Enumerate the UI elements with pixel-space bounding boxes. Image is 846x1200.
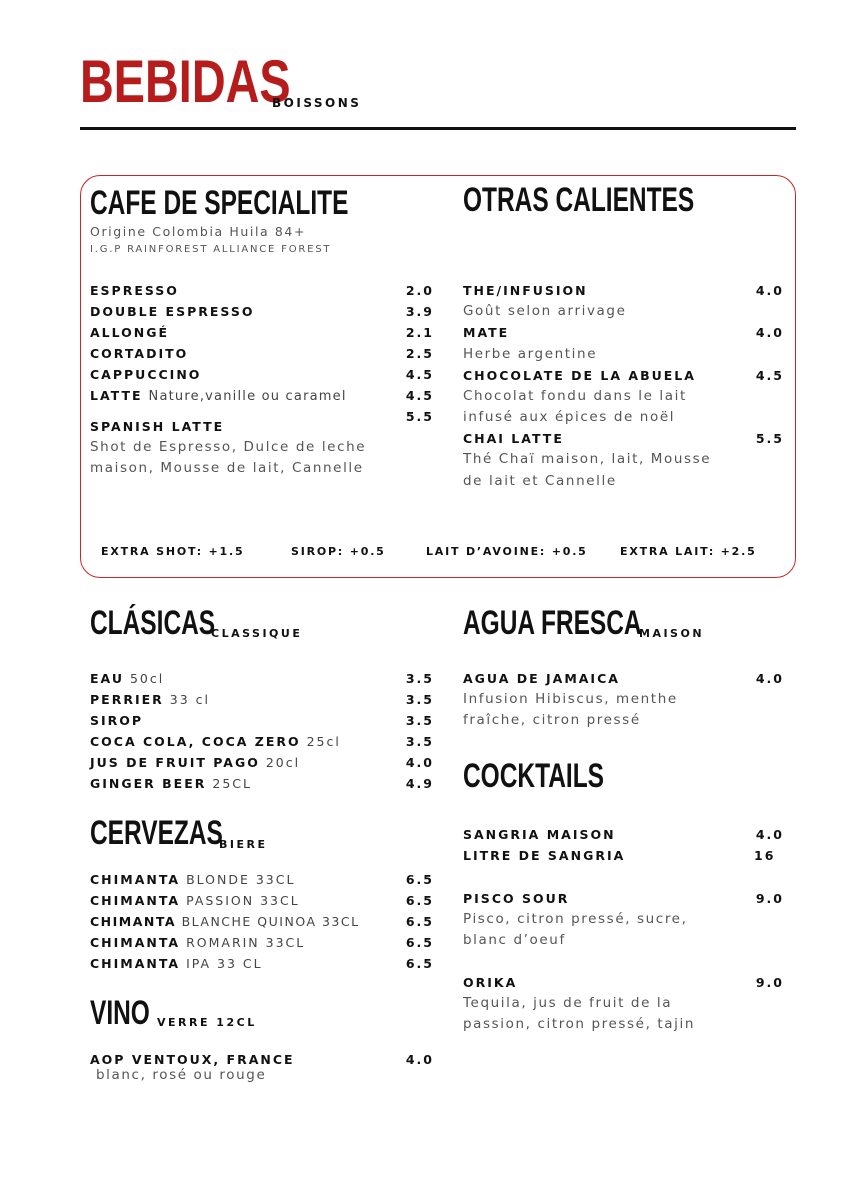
- menu-item-espresso: ESPRESSO: [90, 283, 179, 298]
- menu-price: 6.5: [405, 914, 434, 929]
- calientes-title: OTRAS CALIENTES: [463, 181, 695, 219]
- page-title: BEBIDAS: [80, 48, 291, 115]
- menu-price: 3.5: [405, 671, 434, 686]
- item-name: CHIMANTA: [90, 872, 181, 887]
- item-description: Herbe argentine: [463, 346, 598, 362]
- item-name: EAU: [90, 671, 124, 686]
- menu-price: 4.0: [755, 325, 784, 340]
- item-detail: 20cl: [265, 755, 301, 770]
- menu-price: 3.5: [405, 692, 434, 707]
- menu-item-perrier: [90, 692, 210, 707]
- item-name: CHIMANTA: [90, 914, 177, 929]
- item-detail: PASSION 33CL: [186, 893, 300, 908]
- menu-price: 16: [754, 848, 776, 863]
- menu-price: 4.5: [405, 388, 434, 403]
- item-name: COCA COLA, COCA ZERO: [90, 734, 301, 749]
- item-description: infusé aux épices de noël: [463, 409, 676, 425]
- menu-price: 4.9: [405, 776, 434, 791]
- vino-title: VINO: [90, 994, 150, 1032]
- item-description: maison, Mousse de lait, Cannelle: [90, 460, 364, 476]
- menu-price: 4.0: [405, 755, 434, 770]
- agua-subtitle: MAISON: [639, 627, 705, 640]
- menu-price: 3.5: [405, 713, 434, 728]
- menu-price: 6.5: [405, 935, 434, 950]
- extra-lait-avoine: LAIT D’AVOINE: +0.5: [426, 545, 588, 558]
- extra-sirop: SIROP: +0.5: [291, 545, 386, 558]
- menu-price: 2.1: [405, 325, 434, 340]
- item-name: PERRIER: [90, 692, 164, 707]
- extra-shot: EXTRA SHOT: +1.5: [101, 545, 245, 558]
- cervezas-title: CERVEZAS: [90, 814, 223, 852]
- item-name: CHIMANTA: [90, 893, 181, 908]
- item-description: Infusion Hibiscus, menthe: [463, 691, 678, 707]
- item-detail: BLONDE 33CL: [186, 872, 296, 887]
- menu-item-eau: [90, 671, 164, 686]
- menu-price: 6.5: [405, 956, 434, 971]
- menu-item-agua-jamaica: AGUA DE JAMAICA: [463, 671, 620, 686]
- specialite-title: CAFE DE SPECIALITE: [90, 184, 349, 222]
- item-description: Thé Chaï maison, lait, Mousse: [463, 451, 712, 467]
- menu-item-beer: [90, 956, 263, 971]
- menu-item-sangria-maison: SANGRIA MAISON: [463, 827, 616, 842]
- menu-item-orika: ORIKA: [463, 975, 518, 990]
- menu-price: 4.0: [755, 283, 784, 298]
- menu-item-cortadito: CORTADITO: [90, 346, 189, 361]
- item-name: CHIMANTA: [90, 935, 181, 950]
- item-description: Chocolat fondu dans le lait: [463, 388, 687, 404]
- item-description: Goût selon arrivage: [463, 303, 627, 319]
- header-divider: [80, 127, 796, 130]
- menu-item-jus-pago: [90, 755, 300, 770]
- menu-price: 5.5: [405, 409, 434, 424]
- item-detail: 50cl: [129, 671, 165, 686]
- item-name: GINGER BEER: [90, 776, 207, 791]
- cervezas-subtitle: BIERE: [219, 838, 268, 851]
- agua-title: AGUA FRESCA: [463, 604, 642, 642]
- menu-item-coca-cola: [90, 734, 341, 749]
- item-name: LATTE: [90, 388, 143, 403]
- menu-price: 4.0: [755, 827, 784, 842]
- clasicas-title: CLÁSICAS: [90, 604, 216, 642]
- menu-item-spanish-latte: SPANISH LATTE: [90, 419, 225, 434]
- menu-item-allonge: ALLONGÉ: [90, 325, 170, 340]
- vino-subtitle: VERRE 12CL: [157, 1016, 257, 1029]
- page-subtitle: BOISSONS: [272, 96, 362, 110]
- menu-item-litre-sangria: LITRE DE SANGRIA: [463, 848, 626, 863]
- menu-item-latte: [90, 388, 347, 404]
- menu-price: 6.5: [405, 872, 434, 887]
- menu-item-aop-ventoux: AOP VENTOUX, FRANCE: [90, 1052, 295, 1067]
- menu-item-chai-latte: CHAI LATTE: [463, 431, 564, 446]
- item-detail: ROMARIN 33CL: [186, 935, 306, 950]
- menu-price: 4.0: [755, 671, 784, 686]
- menu-price: 2.5: [405, 346, 434, 361]
- item-detail: 33 cl: [169, 692, 210, 707]
- menu-price: 4.0: [405, 1052, 434, 1067]
- item-name: JUS DE FRUIT PAGO: [90, 755, 260, 770]
- menu-price: 6.5: [405, 893, 434, 908]
- extra-lait: EXTRA LAIT: +2.5: [620, 545, 757, 558]
- item-description: blanc d’oeuf: [463, 932, 566, 948]
- menu-item-the-infusion: THE/INFUSION: [463, 283, 588, 298]
- clasicas-subtitle: CLASSIQUE: [211, 627, 303, 640]
- item-description: Shot de Espresso, Dulce de leche: [90, 439, 367, 455]
- item-description: fraîche, citron pressé: [463, 712, 641, 728]
- menu-price: 4.5: [405, 367, 434, 382]
- menu-item-beer: [90, 893, 300, 908]
- specialite-origin: Origine Colombia Huila 84+: [90, 224, 307, 239]
- menu-item-beer: [90, 935, 305, 950]
- item-detail: IPA 33 CL: [186, 956, 263, 971]
- menu-price: 9.0: [755, 891, 784, 906]
- menu-item-double-espresso: DOUBLE ESPRESSO: [90, 304, 255, 319]
- menu-item-pisco-sour: PISCO SOUR: [463, 891, 570, 906]
- item-detail: Nature,vanille ou caramel: [148, 389, 347, 404]
- menu-price: 9.0: [755, 975, 784, 990]
- item-detail: 25CL: [212, 776, 252, 791]
- specialite-certification: I.G.P RAINFOREST ALLIANCE FOREST: [90, 244, 332, 255]
- cocktails-title: COCKTAILS: [463, 757, 604, 795]
- item-description: blanc, rosé ou rouge: [96, 1067, 267, 1083]
- menu-item-mate: MATE: [463, 325, 510, 340]
- menu-item-cappuccino: CAPPUCCINO: [90, 367, 202, 382]
- item-name: CHIMANTA: [90, 956, 181, 971]
- menu-price: 2.0: [405, 283, 434, 298]
- item-description: de lait et Cannelle: [463, 473, 617, 489]
- menu-price: 3.5: [405, 734, 434, 749]
- menu-price: 5.5: [755, 431, 784, 446]
- menu-price: 4.5: [755, 368, 784, 383]
- menu-item-chocolate: CHOCOLATE DE LA ABUELA: [463, 368, 696, 383]
- menu-item-beer: [90, 914, 360, 929]
- item-description: Tequila, jus de fruit de la: [463, 995, 673, 1011]
- menu-price: 3.9: [405, 304, 434, 319]
- item-detail: BLANCHE QUINOA 33CL: [181, 914, 360, 929]
- menu-item-sirop: SIROP: [90, 713, 144, 728]
- menu-item-ginger-beer: [90, 776, 252, 791]
- item-detail: 25cl: [306, 734, 341, 749]
- menu-item-beer: [90, 872, 295, 887]
- item-description: Pisco, citron pressé, sucre,: [463, 911, 688, 927]
- item-description: passion, citron pressé, tajin: [463, 1016, 695, 1032]
